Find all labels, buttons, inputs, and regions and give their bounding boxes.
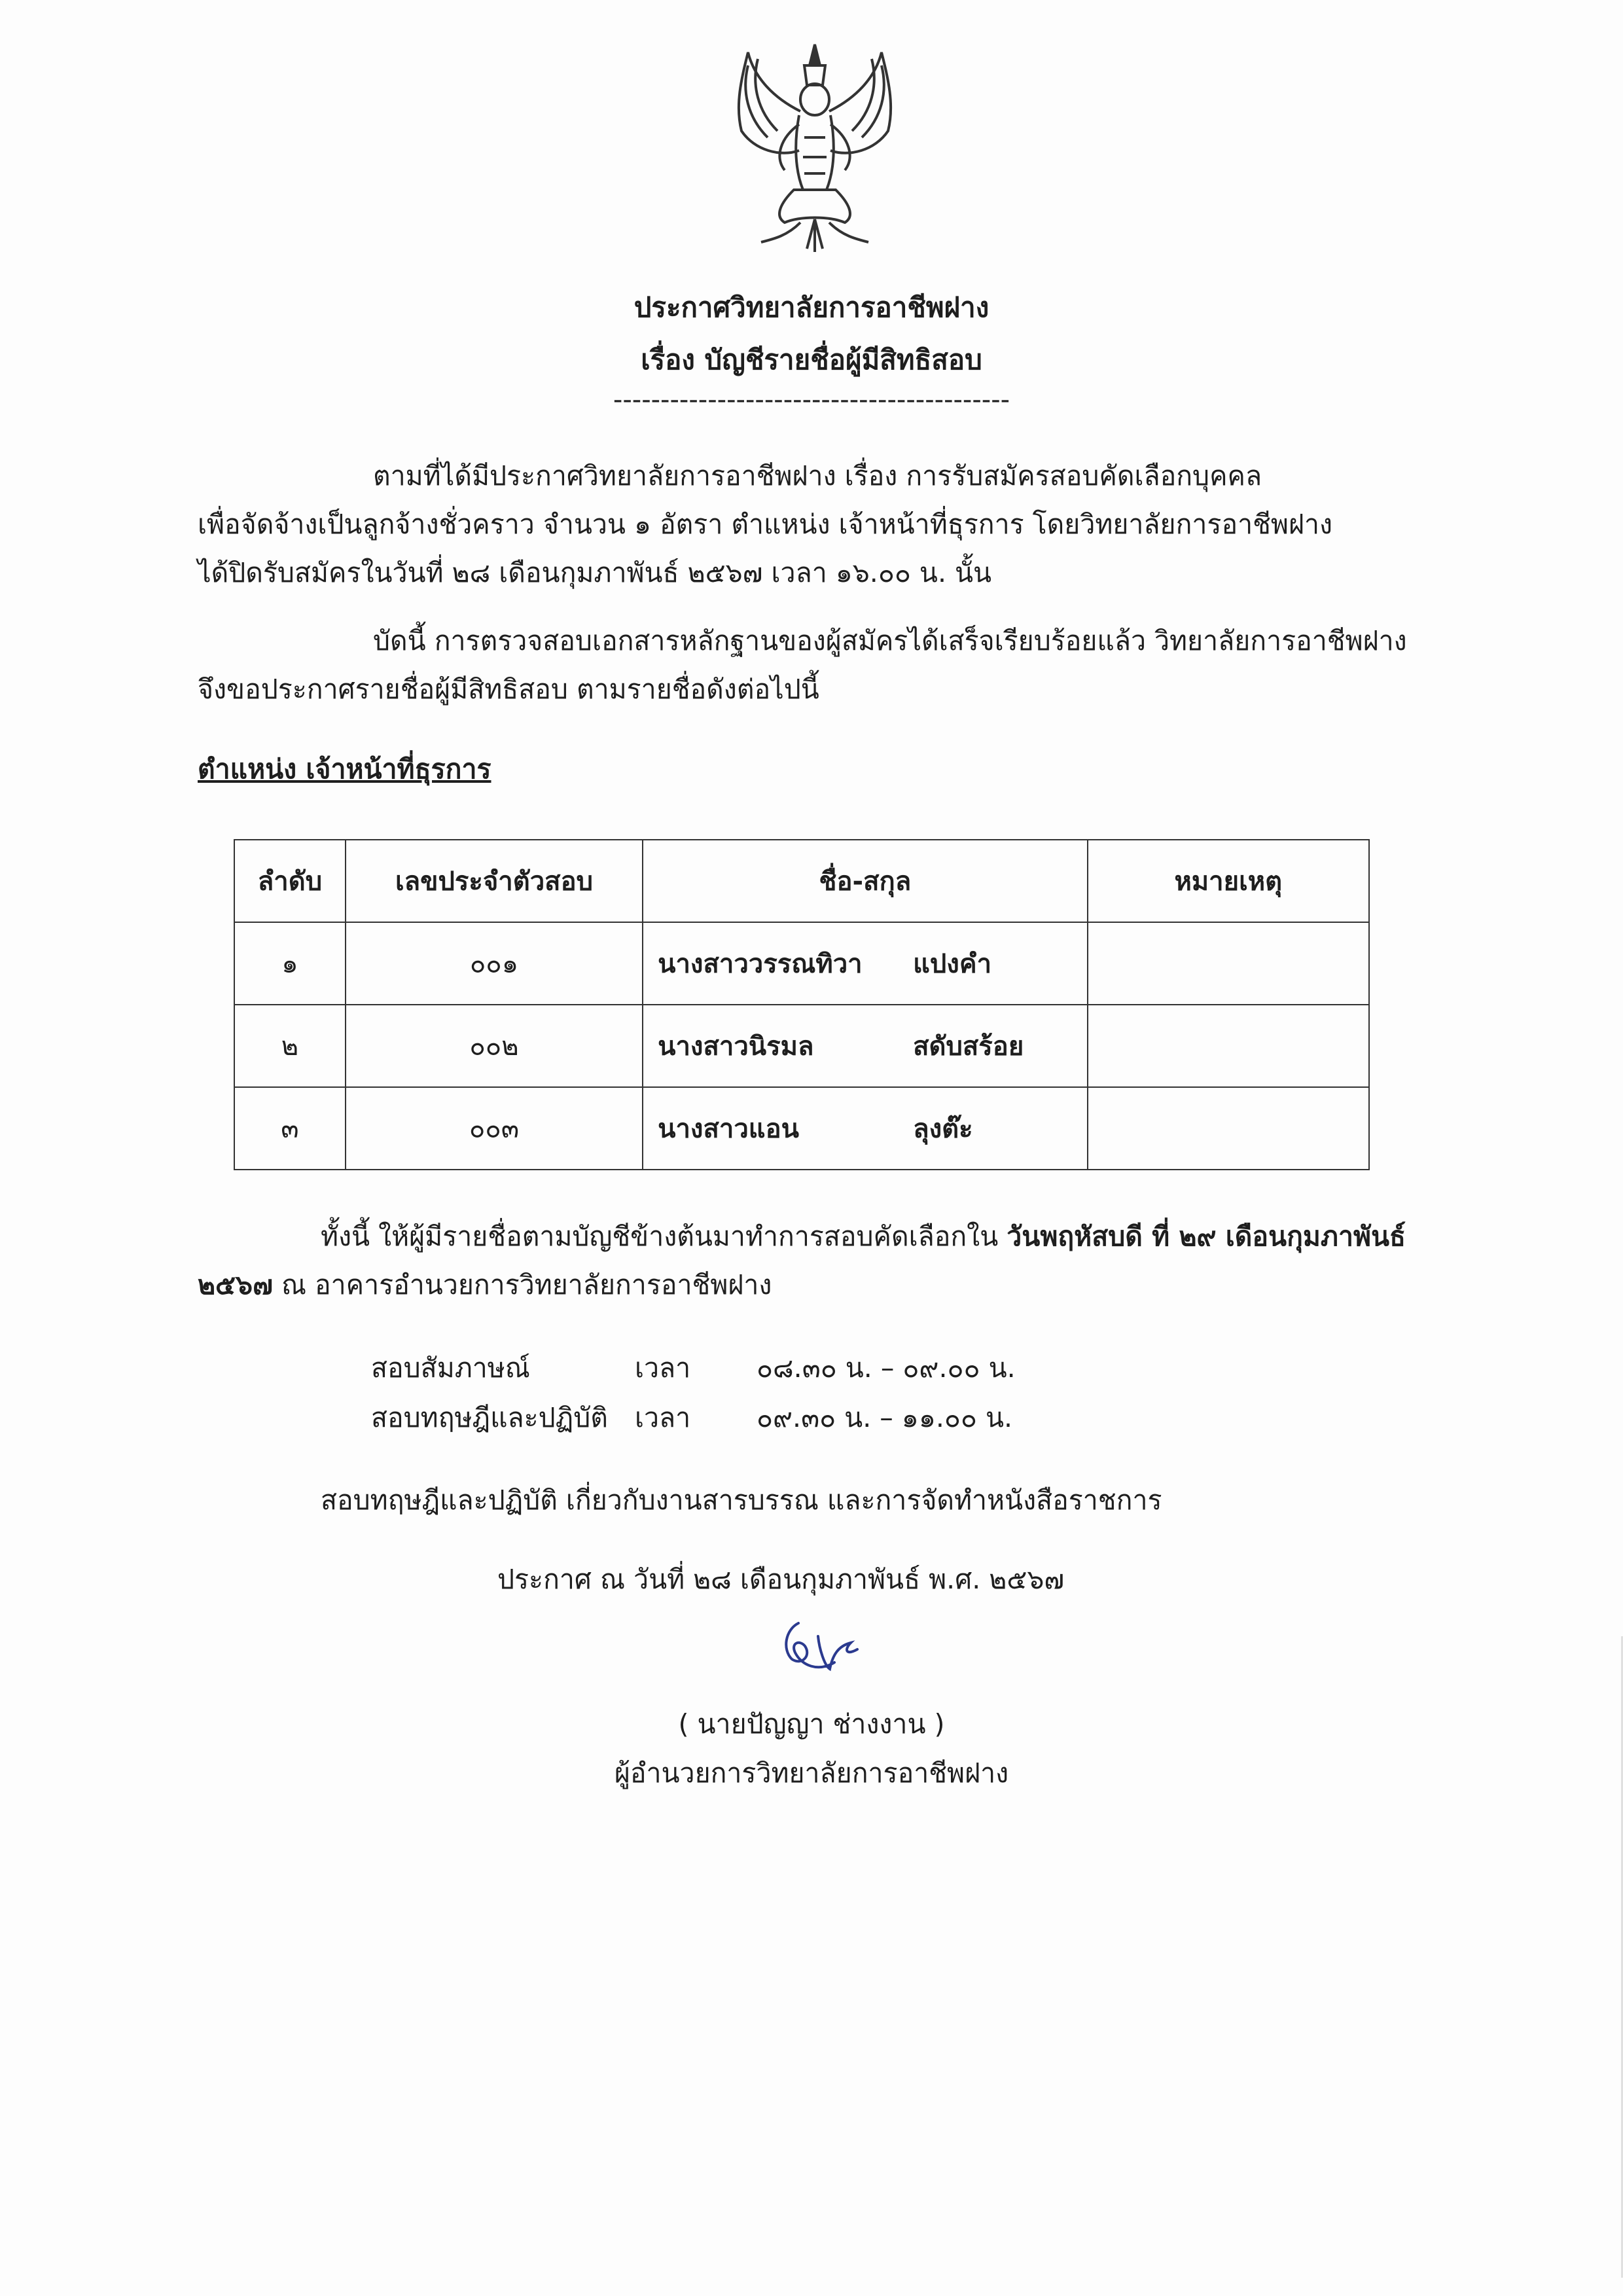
- row-name: [643, 1087, 1087, 1170]
- signature: [772, 1610, 877, 1682]
- signer-name: ( นายปัญญา ช่างงาน ): [678, 1708, 945, 1740]
- exam-paragraph-line-1: [321, 1212, 1406, 1261]
- position-heading: ตำแหน่ง เจ้าหน้าที่ธุรการ: [198, 753, 491, 785]
- exam-year: ๒๕๖๗: [198, 1269, 273, 1300]
- schedule-2-time-label: เวลา: [635, 1402, 691, 1433]
- announcement-date: ประกาศ ณ วันที่ ๒๘ เดือนกุมภาพันธ์ พ.ศ. ๒๕๖๗: [497, 1564, 1065, 1595]
- row-remark: [1088, 922, 1369, 1005]
- exam-note: สอบทฤษฎีและปฏิบัติ เกี่ยวกับงานสารบรรณ และการจัดทำหนังสือราชการ: [321, 1484, 1162, 1516]
- table-header-row: [234, 840, 1369, 922]
- title-line-1: ประกาศวิทยาลัยการอาชีพฝาง: [633, 291, 990, 323]
- row-remark: [1088, 1087, 1369, 1170]
- row-order: ๑: [234, 922, 346, 1005]
- row-first-name: นางสาววรรณทิวา: [658, 949, 863, 979]
- candidate-table: [234, 839, 1370, 1170]
- paragraph-1-line-1: ตามที่ได้มีประกาศวิทยาลัยการอาชีพฝาง เรื่อง การรับสมัครสอบคัดเลือกบุคคล: [373, 460, 1262, 492]
- exam-date: วันพฤหัสบดี ที่ ๒๙ เดือนกุมภาพันธ์: [1007, 1221, 1406, 1252]
- schedule-2-time: ๐๙.๓๐ น. – ๑๑.๐๐ น.: [757, 1402, 1013, 1433]
- row-last-name: แปงคำ: [913, 949, 992, 979]
- exam-paragraph-line-2: [198, 1261, 772, 1309]
- schedule-2-label: สอบทฤษฎีและปฏิบัติ: [371, 1402, 608, 1433]
- row-exam-id: ๐๐๒: [346, 1005, 643, 1087]
- header-exam-id: เลขประจำตัวสอบ: [346, 840, 643, 922]
- title-divider: ------------------------------------------: [613, 385, 1010, 415]
- schedule-1-label: สอบสัมภาษณ์: [371, 1352, 530, 1384]
- row-last-name: สดับสร้อย: [913, 1031, 1024, 1062]
- exam-venue: ณ อาคารอำนวยการวิทยาลัยการอาชีพฝาง: [272, 1269, 772, 1300]
- paragraph-1-line-3: ได้ปิดรับสมัครในวันที่ ๒๘ เดือนกุมภาพันธ์ ๒๕๖๗ เวลา ๑๖.๐๐ น. นั้น: [198, 557, 992, 588]
- schedule-1-time: ๐๘.๓๐ น. – ๐๙.๐๐ น.: [757, 1352, 1016, 1384]
- exam-intro: ทั้งนี้ ให้ผู้มีรายชื่อตามบัญชีข้างต้นมาทำการสอบคัดเลือกใน: [321, 1221, 1007, 1252]
- row-exam-id: ๐๐๓: [346, 1087, 643, 1170]
- row-exam-id: ๐๐๑: [346, 922, 643, 1005]
- table-row: [234, 922, 1369, 1005]
- row-first-name: นางสาวนิรมล: [658, 1031, 814, 1062]
- paragraph-2-line-2: จึงขอประกาศรายชื่อผู้มีสิทธิสอบ ตามรายชื่อดังต่อไปนี้: [198, 673, 819, 705]
- row-order: ๓: [234, 1087, 346, 1170]
- row-name: [643, 1005, 1087, 1087]
- row-remark: [1088, 1005, 1369, 1087]
- row-name: [643, 922, 1087, 1005]
- header-order: ลำดับ: [234, 840, 346, 922]
- row-last-name: ลุงต๊ะ: [913, 1114, 973, 1144]
- signer-title: ผู้อำนวยการวิทยาลัยการอาชีพฝาง: [614, 1757, 1009, 1789]
- header-name: ชื่อ-สกุล: [643, 840, 1087, 922]
- garuda-emblem-icon: [722, 39, 908, 255]
- row-first-name: นางสาวแอน: [658, 1114, 799, 1144]
- paragraph-2-line-1: บัดนี้ การตรวจสอบเอกสารหลักฐานของผู้สมัครได้เสร็จเรียบร้อยแล้ว วิทยาลัยการอาชีพฝาง: [373, 625, 1407, 656]
- table-row: [234, 1087, 1369, 1170]
- row-order: ๒: [234, 1005, 346, 1087]
- header-remark: หมายเหตุ: [1088, 840, 1369, 922]
- paragraph-1-line-2: เพื่อจัดจ้างเป็นลูกจ้างชั่วคราว จำนวน ๑ อัตรา ตำแหน่ง เจ้าหน้าที่ธุรการ โดยวิทยาลัยการอาชีพฝาง: [198, 509, 1333, 540]
- title-line-2: เรื่อง บัญชีรายชื่อผู้มีสิทธิสอบ: [641, 344, 982, 376]
- table-row: [234, 1005, 1369, 1087]
- schedule-1-time-label: เวลา: [635, 1352, 691, 1384]
